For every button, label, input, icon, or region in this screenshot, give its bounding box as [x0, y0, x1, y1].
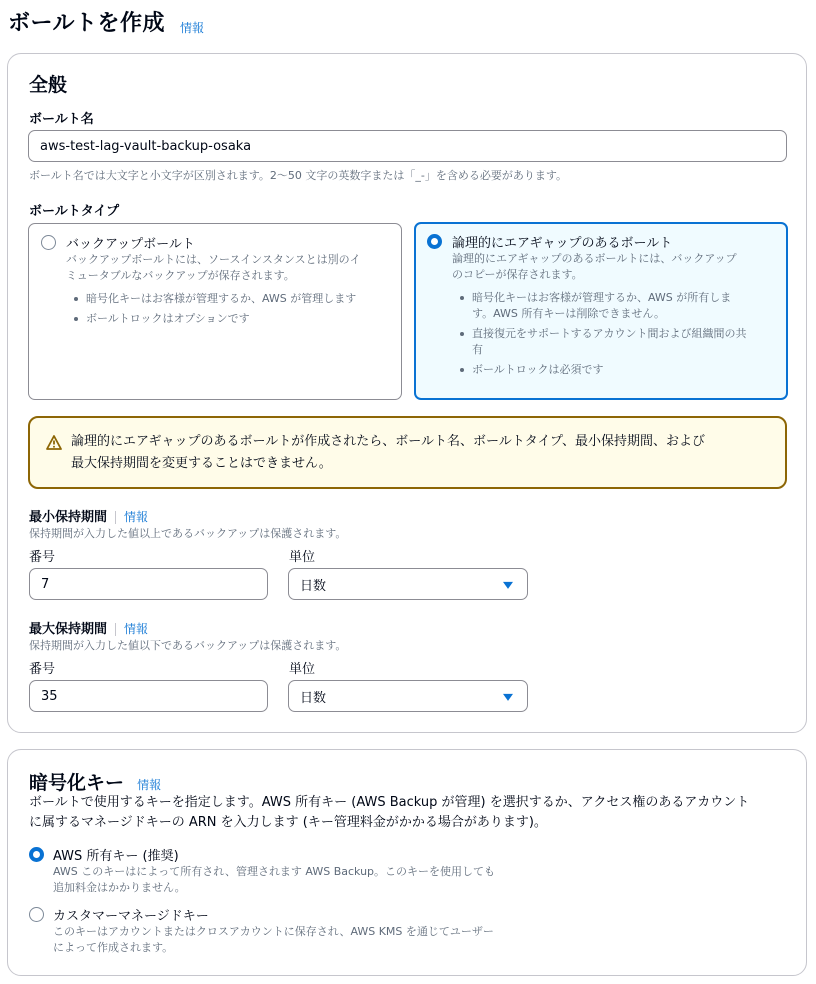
- aws-owned-key-title[interactable]: AWS 所有キー (推奨): [53, 849, 179, 864]
- min-retention-unit-label: 単位: [289, 550, 316, 565]
- page-title: ボールトを作成: [8, 11, 166, 36]
- vault-type-airgapped-bullets: [456, 290, 747, 382]
- max-retention-hint: 保持期間が入力した値以下であるバックアップは保護されます。: [29, 639, 347, 652]
- max-retention-unit-label: 単位: [289, 662, 316, 677]
- min-retention-number-label: 番号: [29, 550, 56, 565]
- vault-type-backup-desc: バックアップボールトには、ソースインスタンスとは別のイ ミュータブルなバックアップが保存されます。: [66, 253, 361, 282]
- max-retention-unit-value: 日数: [300, 690, 327, 706]
- min-retention-unit-select[interactable]: [288, 568, 528, 600]
- max-retention-unit-select[interactable]: [288, 680, 528, 712]
- min-retention-hint: 保持期間が入力した値以上であるバックアップは保護されます。: [29, 527, 347, 540]
- list-item: 直接復元をサポートするアカウント間および組織間の共 有: [456, 326, 747, 358]
- vault-type-airgapped-desc: 論理的にエアギャップのあるボールトには、バックアップ のコピーが保存されます。: [452, 252, 737, 281]
- customer-managed-key-desc: このキーはアカウントまたはクロスアカウントに保存され、AWS KMS を通じてユーザー によって作成されます。: [53, 925, 494, 954]
- customer-managed-key-title[interactable]: カスタマーマネージドキー: [53, 909, 209, 924]
- vault-name-hint: ボールト名では大文字と小文字が区別されます。2〜50 文字の英数字または「_-」を含める必要があります。: [29, 169, 567, 182]
- vault-type-label: ボールトタイプ: [29, 204, 120, 219]
- caret-down-icon: [503, 694, 513, 701]
- aws-owned-key-desc: AWS このキーはによって所有され、管理されます AWS Backup。このキーを使用しても 追加料金はかかりません。: [53, 865, 496, 894]
- min-retention-info-link[interactable]: 情報: [124, 510, 149, 524]
- list-item: ボールトロックは必須です: [456, 362, 747, 378]
- list-item: 暗号化キーはお客様が管理するか、AWS が管理します: [70, 291, 356, 307]
- encryption-info-link[interactable]: 情報: [137, 778, 162, 792]
- max-retention-number-input[interactable]: 35: [29, 680, 268, 712]
- vault-name-input[interactable]: aws-test-lag-vault-backup-osaka: [28, 130, 787, 162]
- customer-managed-key-radio[interactable]: [29, 907, 44, 922]
- vault-type-backup-tile[interactable]: [28, 223, 402, 400]
- vault-type-backup-title: バックアップボールト: [66, 237, 195, 252]
- vault-type-airgapped-tile[interactable]: [414, 222, 788, 400]
- warning-alert-text: 論理的にエアギャップのあるボールトが作成されたら、ボールト名、ボールトタイプ、最小保持期間、および 最大保持期間を変更することはできません。: [71, 434, 706, 471]
- encryption-title: 暗号化キー: [29, 772, 125, 794]
- max-retention-number-label: 番号: [29, 662, 56, 677]
- warning-alert: [28, 416, 787, 489]
- vault-type-airgapped-radio[interactable]: [427, 234, 442, 249]
- encryption-header: [29, 768, 161, 795]
- page-info-link[interactable]: 情報: [180, 21, 205, 35]
- encryption-card: [7, 749, 807, 976]
- warning-icon: [46, 435, 62, 450]
- vault-type-airgapped-title: 論理的にエアギャップのあるボールト: [452, 236, 673, 251]
- max-retention-label: 最大保持期間 情報: [29, 622, 149, 637]
- aws-owned-key-radio[interactable]: [29, 847, 44, 862]
- caret-down-icon: [503, 582, 513, 589]
- max-retention-info-link[interactable]: 情報: [124, 622, 149, 636]
- general-card: [7, 53, 807, 733]
- min-retention-unit-value: 日数: [300, 578, 327, 594]
- list-item: ボールトロックはオプションです: [70, 311, 356, 327]
- min-retention-label: 最小保持期間 情報: [29, 510, 149, 525]
- list-item: 暗号化キーはお客様が管理するか、AWS が所有しま す。AWS 所有キーは削除できません。: [456, 290, 747, 322]
- general-title: 全般: [29, 74, 68, 96]
- vault-type-backup-radio[interactable]: [41, 235, 56, 250]
- vault-name-label: ボールト名: [29, 112, 94, 127]
- encryption-desc: ボールトで使用するキーを指定します。AWS 所有キー (AWS Backup が管理) を選択するか、アクセス権のあるアカウント に属するマネージドキーの ARN を入力します (キー管理料金がかかる場合があります)。: [29, 795, 750, 830]
- min-retention-number-input[interactable]: 7: [29, 568, 268, 600]
- vault-type-backup-bullets: [70, 291, 356, 331]
